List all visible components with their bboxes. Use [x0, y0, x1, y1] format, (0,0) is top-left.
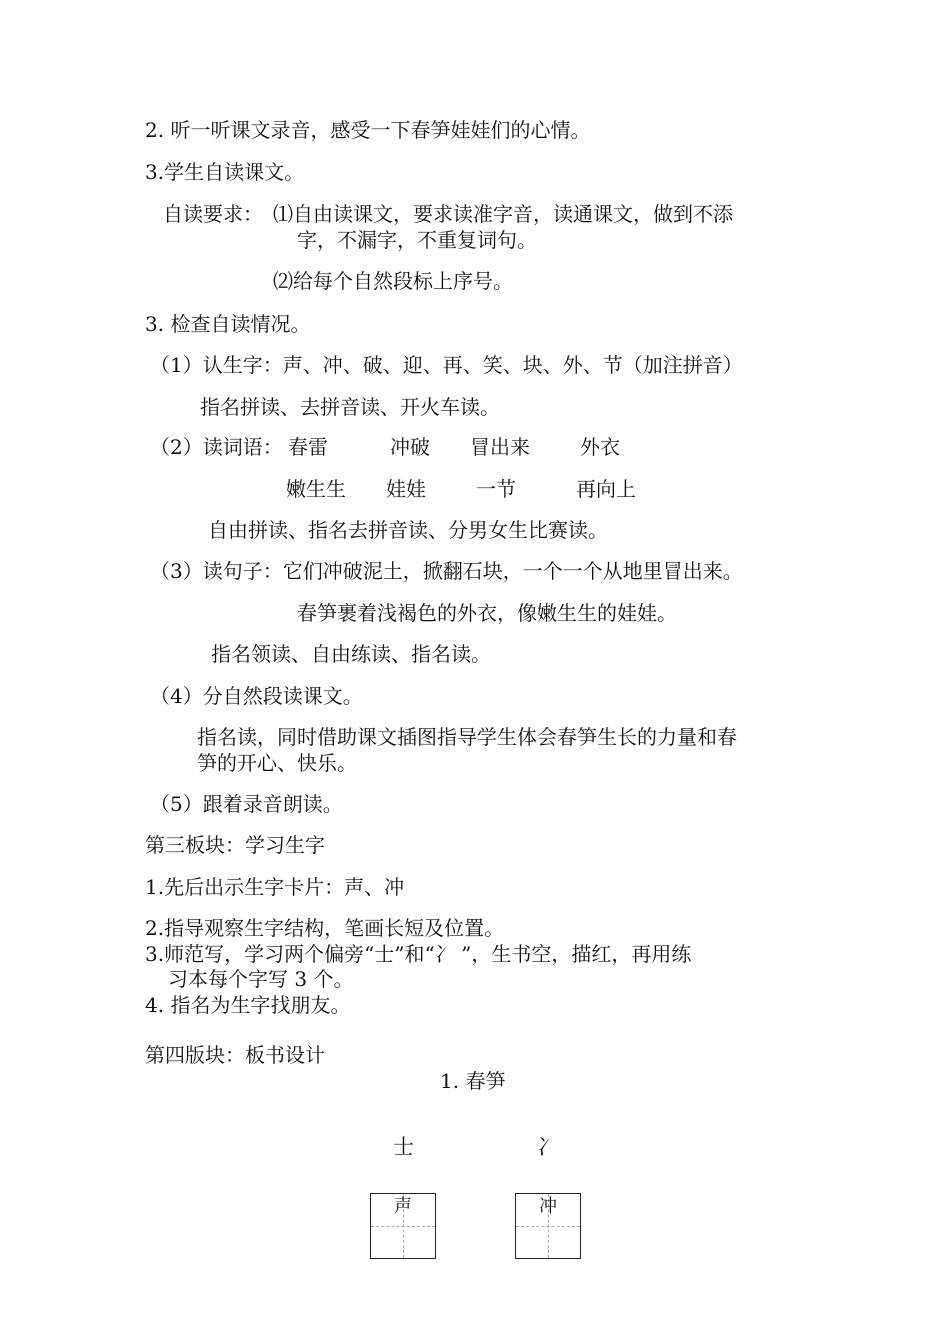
new-characters-line: （1）认生字：声、冲、破、迎、再、笑、块、外、节（加注拼音） — [150, 353, 743, 377]
board-title: 1. 春笋 — [440, 1069, 506, 1093]
grid-character: 冲 — [539, 1196, 557, 1217]
sentences-line-1: （3）读句子：它们冲破泥土，掀翻石块，一个一个从地里冒出来。 — [150, 559, 743, 583]
radical-bing: 冫 — [537, 1135, 558, 1159]
word-item: 春雷 — [288, 435, 328, 459]
reading-requirement-2: ⑵给每个自然段标上序号。 — [273, 269, 513, 293]
paragraph-reading-desc-b: 笋的开心、快乐。 — [197, 751, 357, 775]
section3-step-3a: 3.师范写，学习两个偏旁“士”和“冫 ”，生书空，描红，再用练 — [145, 942, 692, 966]
sentences-line-2: 春笋裹着浅褐色的外衣，像嫩生生的娃娃。 — [297, 601, 677, 625]
section3-step-2: 2.指导观察生字结构，笔画长短及位置。 — [145, 916, 505, 940]
follow-recording: （5）跟着录音朗读。 — [150, 792, 343, 816]
grid-character: 声 — [394, 1196, 412, 1217]
item-self-read: 3.学生自读课文。 — [145, 160, 305, 184]
word-item: 一节 — [476, 477, 516, 501]
word-item: 冒出来 — [470, 435, 530, 459]
writing-grid-chong — [515, 1193, 581, 1259]
words-method: 自由拼读、指名去拼音读、分男女生比赛读。 — [208, 518, 608, 542]
word-item: 再向上 — [576, 477, 636, 501]
radical-shi: 士 — [393, 1135, 414, 1159]
item-listen-recording: 2. 听一听课文录音，感受一下春笋娃娃们的心情。 — [145, 118, 591, 142]
new-characters-method: 指名拼读、去拼音读、开火车读。 — [200, 395, 500, 419]
reading-requirement-label: 自读要求： — [163, 202, 263, 226]
reading-requirement-1b: 字，不漏字，不重复词句。 — [297, 228, 537, 252]
paragraph-reading: （4）分自然段读课文。 — [150, 684, 363, 708]
section3-step-4: 4. 指名为生字找朋友。 — [145, 993, 351, 1017]
reading-requirement-1a: ⑴自由读课文，要求读准字音，读通课文，做到不添 — [273, 202, 733, 226]
words-label: （2）读词语： — [150, 435, 283, 459]
word-item: 嫩生生 — [286, 477, 346, 501]
writing-grid-sheng — [370, 1193, 436, 1259]
section3-step-3b: 习本每个字写 3 个。 — [168, 967, 354, 991]
check-reading-heading: 3. 检查自读情况。 — [145, 312, 311, 336]
word-item: 冲破 — [390, 435, 430, 459]
section3-step-1: 1.先后出示生字卡片：声、冲 — [145, 875, 405, 899]
section3-title: 第三板块：学习生字 — [145, 833, 325, 857]
paragraph-reading-desc-a: 指名读，同时借助课文插图指导学生体会春笋生长的力量和春 — [197, 725, 737, 749]
word-item: 娃娃 — [386, 477, 426, 501]
word-item: 外衣 — [580, 435, 620, 459]
section4-title: 第四版块：板书设计 — [145, 1043, 325, 1067]
sentences-method: 指名领读、自由练读、指名读。 — [211, 642, 491, 666]
